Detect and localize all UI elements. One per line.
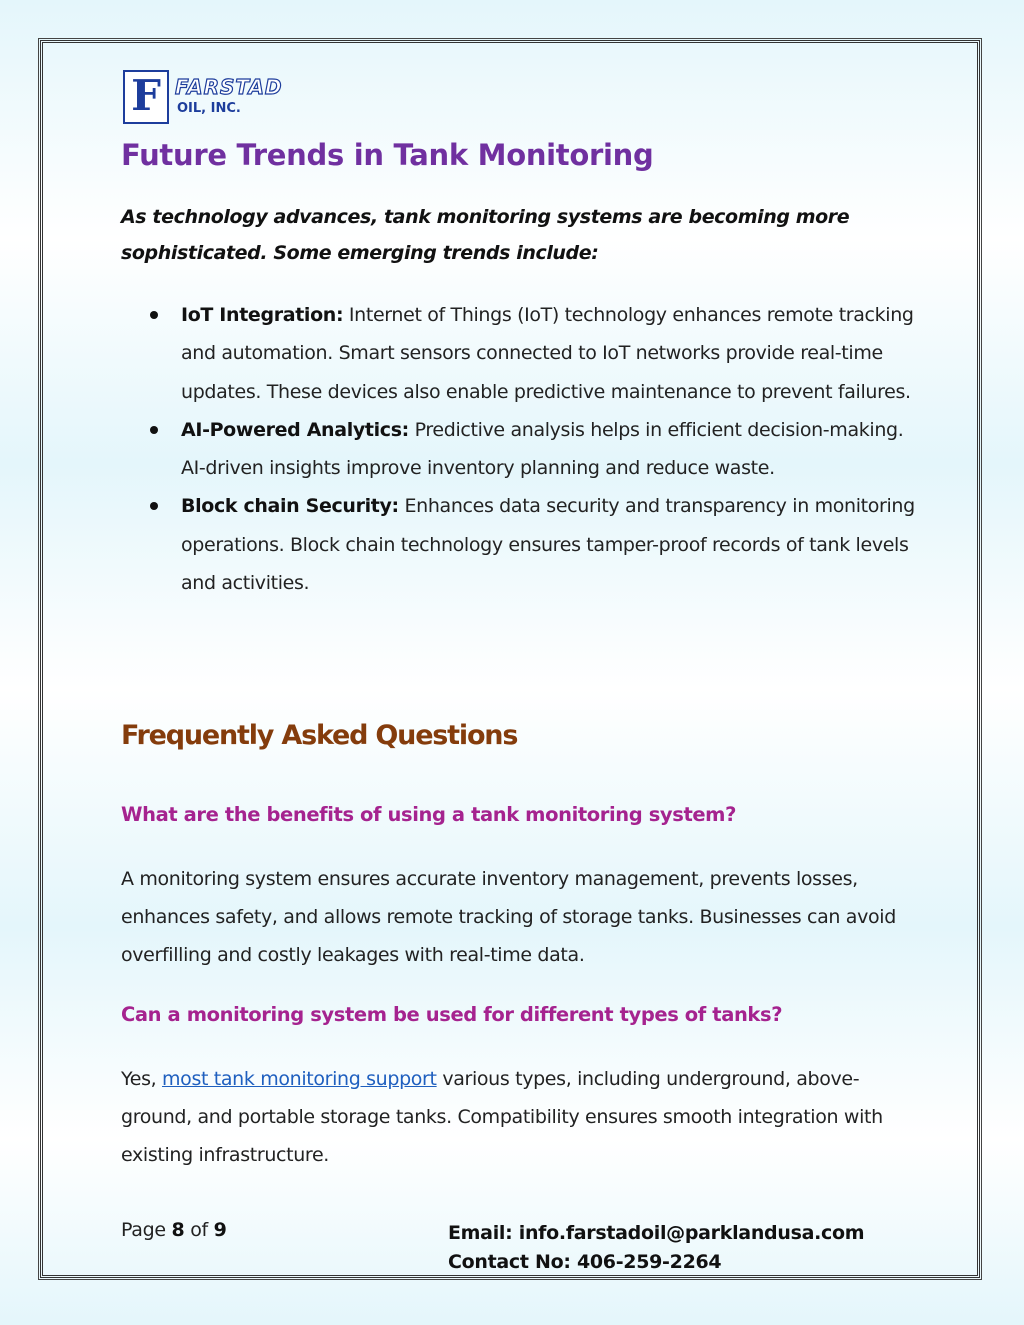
- faq-answer: A monitoring system ensures accurate inventory management, prevents losses, enhances safety, and allows remote tracking of storage tanks. Businesses can avoid overfilling and costly leakages with real-time data.: [121, 868, 896, 966]
- tank-monitoring-link[interactable]: most tank monitoring support: [162, 1068, 437, 1090]
- faq-question: Can a monitoring system be used for different types of tanks?: [121, 1003, 783, 1026]
- page-of: of: [184, 1219, 214, 1241]
- list-item-text: Internet of Things (IoT) technology enhances remote tracking and automation. Smart sensors connected to IoT networks provide real-time updates. These devices also enable predictive maintenance to prevent failures.: [181, 304, 914, 403]
- list-item: [121, 487, 921, 602]
- bullet-icon: [150, 502, 158, 510]
- farstad-logo: [123, 70, 283, 126]
- list-item-term: Block chain Security:: [181, 495, 399, 518]
- page-current: 8: [171, 1219, 185, 1241]
- list-item-term: IoT Integration:: [181, 304, 344, 326]
- faq-answer: [121, 1060, 921, 1174]
- logo-subtitle: OIL, INC.: [177, 101, 241, 116]
- list-item: [121, 296, 921, 411]
- list-item: [121, 411, 921, 488]
- logo-letter: F: [131, 71, 161, 120]
- logo-mark: [123, 70, 169, 124]
- footer-phone: Contact No: 406-259-2264: [448, 1251, 722, 1273]
- faq-question: What are the benefits of using a tank monitoring system?: [121, 803, 737, 826]
- footer-contact: [448, 1219, 864, 1277]
- page-total: 9: [213, 1219, 227, 1241]
- faq-answer-suffix: various types, including underground, above-ground, and portable storage tanks. Compatibility ensures smooth integration with existing infrastructure.: [121, 1068, 883, 1166]
- section-intro: As technology advances, tank monitoring systems are becoming more sophisticated. Some emerging trends include:: [121, 206, 850, 264]
- logo-brand: FARSTAD: [175, 75, 283, 99]
- faq-title: Frequently Asked Questions: [121, 720, 518, 751]
- section-title: Future Trends in Tank Monitoring: [121, 138, 654, 172]
- faq-answer-prefix: Yes,: [121, 1068, 163, 1090]
- page-number: [121, 1219, 227, 1241]
- bullet-icon: [150, 426, 158, 434]
- list-item-term: AI-Powered Analytics:: [181, 418, 409, 441]
- page-label: Page: [121, 1219, 172, 1241]
- footer-email: Email: info.farstadoil@parklandusa.com: [448, 1222, 865, 1244]
- trends-list: [121, 296, 921, 602]
- list-item-text: Predictive analysis helps in efficient decision-making. AI-driven insights improve inventory planning and reduce waste.: [181, 418, 904, 480]
- bullet-icon: [150, 311, 158, 319]
- list-item-text: Enhances data security and transparency in monitoring operations. Block chain technology ensures tamper-proof records of tank levels and activities.: [181, 495, 915, 595]
